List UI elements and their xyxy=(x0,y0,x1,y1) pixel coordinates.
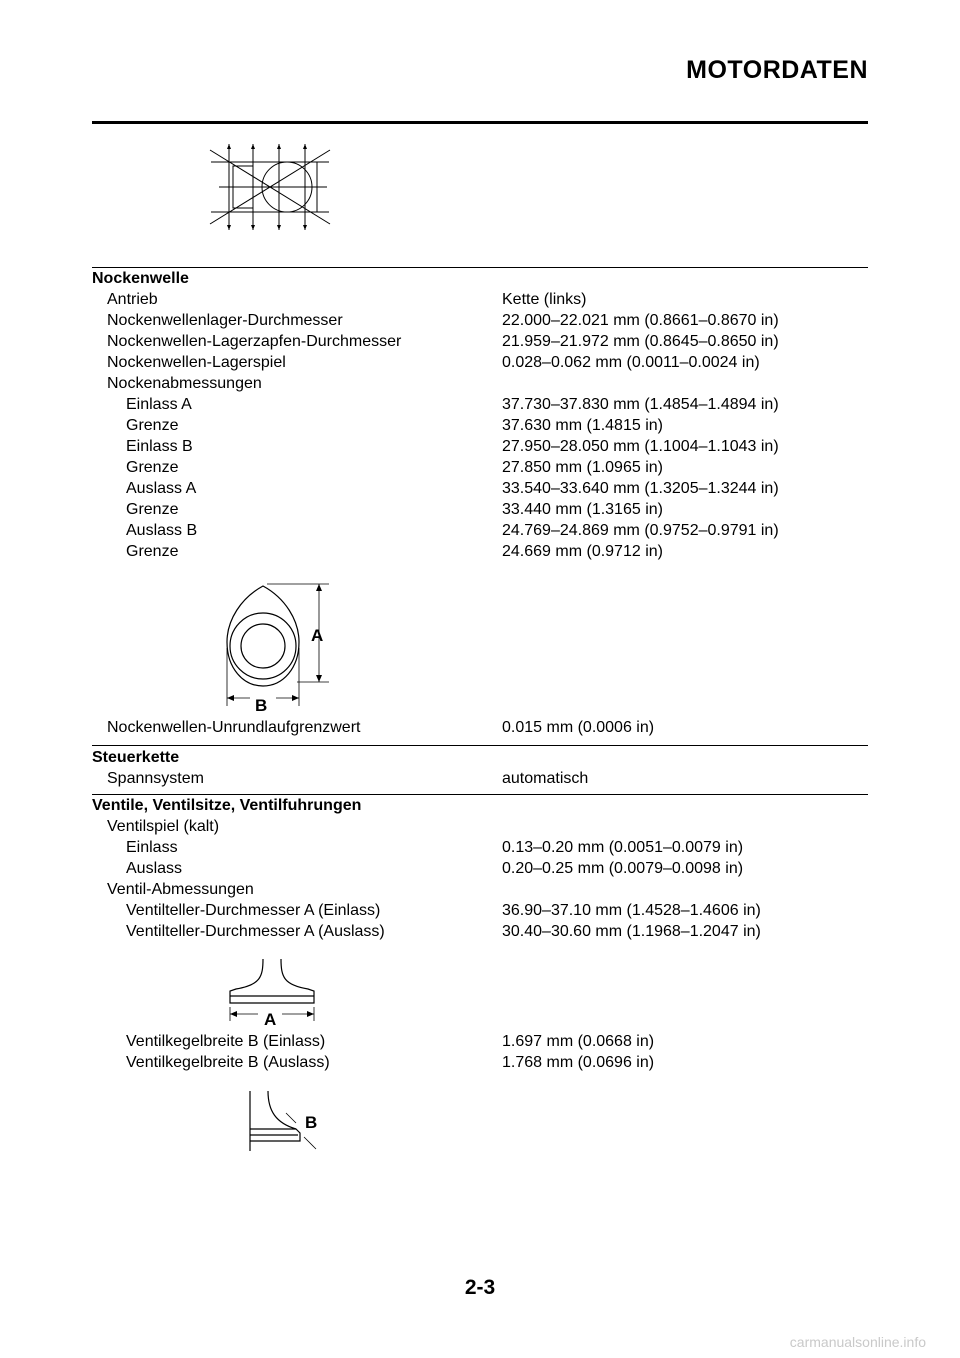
spec-row xyxy=(0,501,960,522)
dimension-label-b: B xyxy=(255,696,268,715)
dimension-label-a: A xyxy=(264,1010,277,1029)
spec-value: 0.015 mm (0.0006 in) xyxy=(502,719,655,736)
spec-value: 27.950–28.050 mm (1.1004–1.1043 in) xyxy=(502,438,779,455)
spec-row xyxy=(0,543,960,564)
spec-row xyxy=(0,902,960,923)
spec-label: Auslass B xyxy=(126,522,198,539)
spec-label: Einlass xyxy=(126,839,178,856)
spec-row xyxy=(0,396,960,417)
spec-row xyxy=(0,839,960,860)
spec-label: Ventilteller-Durchmesser A (Auslass) xyxy=(126,923,385,940)
spec-value: 33.540–33.640 mm (1.3205–1.3244 in) xyxy=(502,480,779,497)
page-number: 2-3 xyxy=(464,1276,496,1299)
spec-value: Kette (links) xyxy=(502,291,587,308)
page-title: MOTORDATEN xyxy=(686,56,868,84)
spec-row xyxy=(0,818,960,839)
spec-label: Einlass A xyxy=(126,396,192,413)
spec-row xyxy=(0,923,960,944)
spec-label: Auslass xyxy=(126,860,183,877)
spec-value: 37.730–37.830 mm (1.4854–1.4894 in) xyxy=(502,396,779,413)
cam-lobe-diagram xyxy=(215,578,335,718)
spec-label: Auslass A xyxy=(126,480,197,497)
spec-row xyxy=(0,770,960,791)
spec-label: Ventil-Abmessungen xyxy=(107,881,254,898)
section-title-steuerkette: Steuerkette xyxy=(92,749,180,766)
spec-label: Nockenwellen-Lagerspiel xyxy=(107,354,286,371)
spec-row xyxy=(0,881,960,902)
spec-row xyxy=(0,860,960,881)
spec-row xyxy=(0,333,960,354)
spec-value: 27.850 mm (1.0965 in) xyxy=(502,459,663,476)
camshaft-runout-diagram xyxy=(205,140,340,235)
spec-label: Ventilkegelbreite B (Einlass) xyxy=(126,1033,326,1050)
spec-value: 22.000–22.021 mm (0.8661–0.8670 in) xyxy=(502,312,779,329)
section-title-nockenwelle: Nockenwelle xyxy=(92,270,189,287)
spec-label: Grenze xyxy=(126,417,179,434)
spec-row xyxy=(0,522,960,543)
spec-value: 0.13–0.20 mm (0.0051–0.0079 in) xyxy=(502,839,744,856)
spec-value: 30.40–30.60 mm (1.1968–1.2047 in) xyxy=(502,923,761,940)
spec-row xyxy=(0,417,960,438)
spec-row xyxy=(0,480,960,501)
spec-value: 0.028–0.062 mm (0.0011–0.0024 in) xyxy=(502,354,760,371)
spec-row xyxy=(0,1054,960,1075)
dimension-label-b: B xyxy=(305,1113,318,1132)
valve-face-diagram xyxy=(240,1085,330,1160)
section-rule xyxy=(92,745,868,746)
spec-label: Nockenwellen-Unrundlaufgrenzwert xyxy=(107,719,361,736)
section-title-ventile: Ventile, Ventilsitze, Ventilfuhrungen xyxy=(92,797,362,814)
spec-value: 37.630 mm (1.4815 in) xyxy=(502,417,663,434)
watermark: carmanualsonline.info xyxy=(789,1334,926,1350)
spec-label: Grenze xyxy=(126,501,179,518)
spec-row xyxy=(0,438,960,459)
spec-row xyxy=(0,1033,960,1054)
spec-label: Antrieb xyxy=(107,291,158,308)
spec-label: Nockenwellen-Lagerzapfen-Durchmesser xyxy=(107,333,402,350)
header-rule xyxy=(92,121,868,124)
spec-label: Spannsystem xyxy=(107,770,204,787)
spec-value: 33.440 mm (1.3165 in) xyxy=(502,501,663,518)
spec-label: Ventilkegelbreite B (Auslass) xyxy=(126,1054,330,1071)
spec-row xyxy=(0,354,960,375)
spec-value: 24.669 mm (0.9712 in) xyxy=(502,543,663,560)
valve-head-diagram xyxy=(222,955,322,1030)
spec-row xyxy=(0,375,960,396)
spec-label: Nockenabmessungen xyxy=(107,375,262,392)
dimension-label-a: A xyxy=(311,626,324,645)
spec-value: 24.769–24.869 mm (0.9752–0.9791 in) xyxy=(502,522,779,539)
section-rule xyxy=(92,267,868,268)
spec-value: 0.20–0.25 mm (0.0079–0.0098 in) xyxy=(502,860,744,877)
spec-row xyxy=(0,291,960,312)
spec-value: 21.959–21.972 mm (0.8645–0.8650 in) xyxy=(502,333,779,350)
spec-row xyxy=(0,459,960,480)
spec-label: Grenze xyxy=(126,459,179,476)
spec-label: Nockenwellenlager-Durchmesser xyxy=(107,312,343,329)
spec-row xyxy=(0,719,960,740)
spec-label: Grenze xyxy=(126,543,179,560)
section-rule xyxy=(92,794,868,795)
spec-label: Ventilteller-Durchmesser A (Einlass) xyxy=(126,902,381,919)
spec-label: Ventilspiel (kalt) xyxy=(107,818,220,835)
spec-value: automatisch xyxy=(502,770,589,787)
spec-value: 1.697 mm (0.0668 in) xyxy=(502,1033,655,1050)
spec-value: 1.768 mm (0.0696 in) xyxy=(502,1054,655,1071)
spec-label: Einlass B xyxy=(126,438,193,455)
spec-value: 36.90–37.10 mm (1.4528–1.4606 in) xyxy=(502,902,761,919)
spec-row xyxy=(0,312,960,333)
